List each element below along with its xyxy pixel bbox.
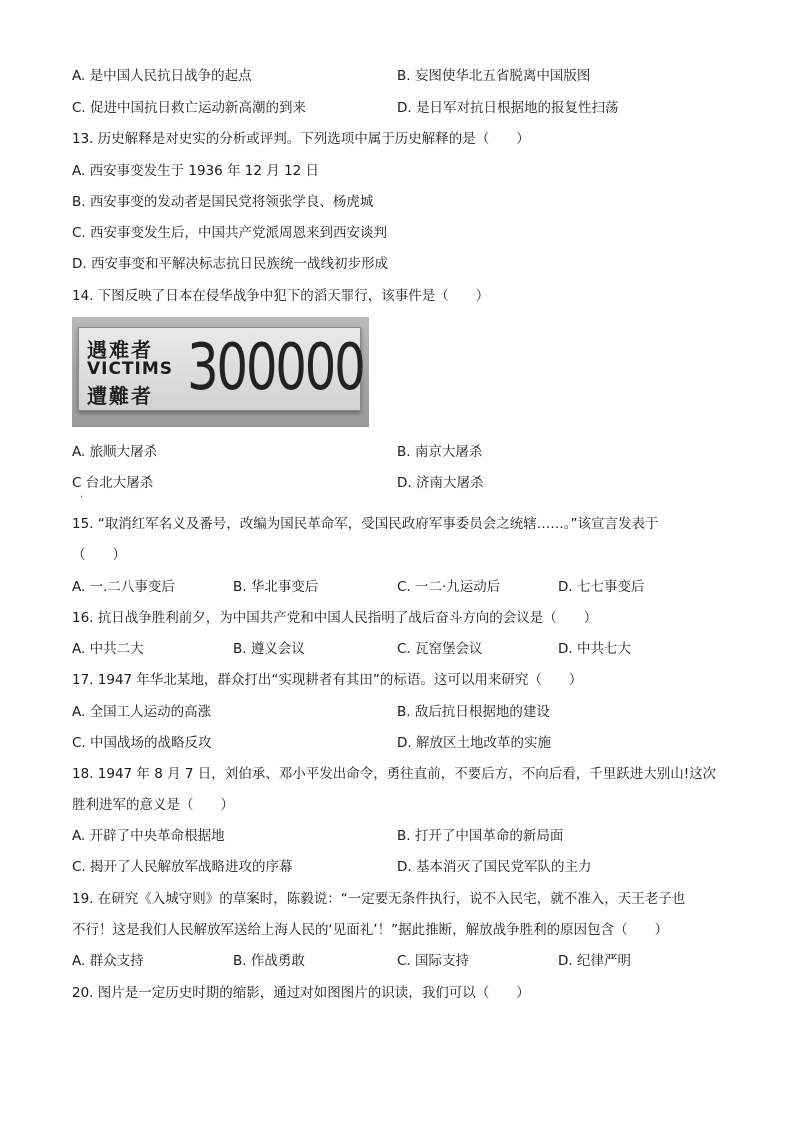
q19-stem: 19. 在研究《入城守则》的草案时，陈毅说：“一定要无条件执行，说不入民宅，就不准入，天王老子也 xyxy=(72,891,686,907)
q15-stem-continued: （ ） xyxy=(72,547,126,563)
q13-option-b: B. 西安事变的发动者是国民党将领张学良、杨虎城 xyxy=(72,194,374,210)
q19-stem-continued: 不行！这是我们人民解放军送给上海人民的‘见面礼’！”据此推断，解放战争胜利的原因包含（ ） xyxy=(72,922,669,938)
plaque-chinese-simplified: 遇难者 xyxy=(87,338,153,362)
memorial-plaque xyxy=(78,327,364,411)
q12-option-a: A. 是中国人民抗日战争的起点 xyxy=(72,68,252,84)
q15-option-c: C. 一二·九运动后 xyxy=(397,579,501,595)
q18-stem: 18. 1947 年 8 月 7 日，刘伯承、邓小平发出命令，勇往直前，不要后方，不向后看，千里跃进大别山!这次 xyxy=(72,766,717,782)
q14-photo xyxy=(72,317,369,427)
q13-option-a: A. 西安事变发生于 1936 年 12 月 12 日 xyxy=(72,163,320,179)
q12-option-c: C. 促进中国抗日救亡运动新高潮的到来 xyxy=(72,100,307,116)
q15-option-d: D. 七七事变后 xyxy=(558,579,645,595)
q16-option-a: A. 中共二大 xyxy=(72,641,144,657)
q16-option-b: B. 遵义会议 xyxy=(233,641,305,657)
q15-option-a: A. 一.二八事变后 xyxy=(72,579,175,595)
q14-option-c: C 台北大屠杀 xyxy=(72,475,154,491)
q13-option-d: D. 西安事变和平解决标志抗日民族统一战线初步形成 xyxy=(72,256,388,272)
q17-stem: 17. 1947 年华北某地，群众打出“实现耕者有其田”的标语。这可以用来研究（ ） xyxy=(72,672,583,688)
q13-stem: 13. 历史解释是对史实的分析或评判。下列选项中属于历史解释的是（ ） xyxy=(72,131,530,147)
q14-option-b: B. 南京大屠杀 xyxy=(397,444,483,460)
q18-stem-continued: 胜利进军的意义是（ ） xyxy=(72,797,234,813)
q18-option-a: A. 开辟了中央革命根据地 xyxy=(72,828,225,844)
q19-option-b: B. 作战勇敢 xyxy=(233,953,305,969)
q14-stem: 14. 下图反映了日本在侵华战争中犯下的滔天罪行，该事件是（ ） xyxy=(72,288,490,304)
q12-option-d: D. 是日军对抗日根据地的报复性扫荡 xyxy=(397,100,619,116)
q12-option-b: B. 妄图使华北五省脱离中国版图 xyxy=(397,68,591,84)
stray-mark: · xyxy=(80,492,84,503)
q13-option-c: C. 西安事变发生后，中国共产党派周恩来到西安谈判 xyxy=(72,225,388,241)
plaque-english: VICTIMS xyxy=(87,359,174,379)
q15-stem: 15. “取消红军名义及番号，改编为国民革命军，受国民政府军事委员会之统辖……。”该宣言发表于 xyxy=(72,516,659,532)
q17-option-b: B. 敌后抗日根据地的建设 xyxy=(397,704,550,720)
q19-option-a: A. 群众支持 xyxy=(72,953,144,969)
q17-option-a: A. 全国工人运动的高涨 xyxy=(72,704,212,720)
plaque-chinese-traditional: 遭難者 xyxy=(87,384,153,408)
q20-stem: 20. 图片是一定历史时期的缩影，通过对如图图片的识读，我们可以（ ） xyxy=(72,985,530,1001)
q16-option-d: D. 中共七大 xyxy=(558,641,631,657)
plaque-victim-count: 300000 xyxy=(187,331,364,405)
q15-option-b: B. 华北事变后 xyxy=(233,579,319,595)
q16-stem: 16. 抗日战争胜利前夕，为中国共产党和中国人民指明了战后奋斗方向的会议是（ ） xyxy=(72,610,598,626)
q18-option-b: B. 打开了中国革命的新局面 xyxy=(397,828,564,844)
q17-option-d: D. 解放区土地改革的实施 xyxy=(397,735,551,751)
q19-option-d: D. 纪律严明 xyxy=(558,953,631,969)
q18-option-d: D. 基本消灭了国民党军队的主力 xyxy=(397,859,592,875)
q19-option-c: C. 国际支持 xyxy=(397,953,470,969)
q17-option-c: C. 中国战场的战略反攻 xyxy=(72,735,212,751)
q16-option-c: C. 瓦窑堡会议 xyxy=(397,641,483,657)
q14-option-a: A. 旅顺大屠杀 xyxy=(72,444,158,460)
q14-option-d: D. 济南大屠杀 xyxy=(397,475,484,491)
q18-option-c: C. 揭开了人民解放军战略进攻的序幕 xyxy=(72,859,293,875)
